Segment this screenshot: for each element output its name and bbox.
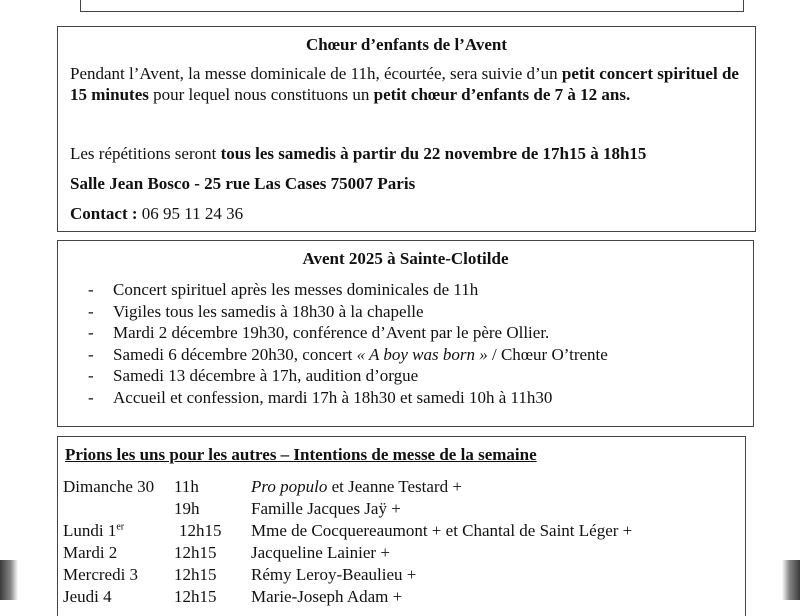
- list-item: - Accueil et confession, mardi 17h à 18h30 et samedi 10h à 11h30: [88, 387, 608, 409]
- top-partial-box: [80, 0, 744, 12]
- list-item-tail: / Chœur O’trente: [487, 344, 608, 364]
- choir-title: Chœur d’enfants de l’Avent: [305, 35, 508, 54]
- list-item: - Vigiles tous les samedis à 18h30 à la chapelle: [88, 301, 608, 323]
- list-item-lead: Samedi 6 décembre 20h30, concert: [113, 344, 357, 364]
- choir-contact-value: 06 95 11 24 36: [137, 204, 244, 223]
- choir-address: Salle Jean Bosco - 25 rue Las Cases 75007 Paris: [70, 174, 416, 193]
- choir-paragraph-2: [70, 143, 646, 164]
- photo-edge-right: [782, 560, 800, 600]
- row-time: 12h15: [179, 521, 222, 540]
- row-name: Famille Jacques Jaÿ +: [251, 499, 401, 518]
- row-day-sup: er: [116, 521, 125, 533]
- choir-contact-label: Contact :: [70, 204, 138, 223]
- row-name-text: et Jeanne Testard +: [327, 477, 462, 496]
- choir-p1-seg-4: petit chœur d’enfants de 7 à 12 ans.: [373, 85, 631, 104]
- row-day: [63, 521, 124, 541]
- row-day: Mardi 2: [63, 543, 118, 562]
- row-name: Mme de Cocquereaumont + et Chantal de Saint Léger +: [251, 521, 633, 540]
- choir-p1-seg-2: petit concert spirituel de 15 minutes: [70, 64, 739, 104]
- choir-p1-seg-1: Pendant l’Avent, la messe dominicale de 11h, écourtée, sera suivie d’un: [70, 64, 562, 83]
- row-time: 11h: [174, 477, 199, 496]
- row-time: 12h15: [174, 587, 217, 606]
- row-name: [251, 477, 462, 497]
- row-name: Jacqueline Lainier +: [251, 543, 390, 562]
- row-time: 12h15: [174, 543, 217, 562]
- list-item: - Samedi 13 décembre à 17h, audition d’orgue: [88, 365, 608, 387]
- row-day: Dimanche 30: [63, 477, 155, 496]
- mass-intentions-box: [57, 436, 746, 616]
- choir-contact: [70, 203, 243, 224]
- row-name: Marie-Joseph Adam +: [251, 587, 403, 606]
- avent-title: Avent 2025 à Sainte-Clotilde: [302, 249, 509, 268]
- choir-p2-bold: tous les samedis à partir du 22 novembre de 17h15 à 18h15: [220, 144, 647, 163]
- list-item: - Concert spirituel après les messes dominicales de 11h: [88, 279, 608, 301]
- prayer-title: Prions les uns pour les autres – Intentions de messe de la semaine: [65, 445, 537, 464]
- choir-announcement-box: [57, 26, 756, 232]
- row-name: Rémy Leroy-Beaulieu +: [251, 565, 417, 584]
- row-day: Mercredi 3: [63, 565, 139, 584]
- choir-p1-seg-3: pour lequel nous constituons un: [148, 85, 374, 104]
- avent-schedule-box: [57, 240, 754, 427]
- list-item: [88, 344, 608, 366]
- row-day: Jeudi 4: [63, 587, 112, 606]
- choir-paragraph-1: [70, 63, 750, 105]
- list-item: - Mardi 2 décembre 19h30, conférence d’Avent par le père Ollier.: [88, 322, 608, 344]
- row-time: 19h: [174, 499, 200, 518]
- row-time: 12h15: [174, 565, 217, 584]
- row-name-italic: Pro populo: [251, 477, 328, 496]
- avent-list: [88, 279, 608, 408]
- photo-edge-left: [0, 560, 18, 600]
- concert-title: « A boy was born »: [356, 344, 488, 364]
- top-fragment-text: [281, 0, 483, 2]
- row-day-text: Lundi 1: [63, 521, 117, 540]
- choir-p2-lead: Les répétitions seront: [70, 144, 221, 163]
